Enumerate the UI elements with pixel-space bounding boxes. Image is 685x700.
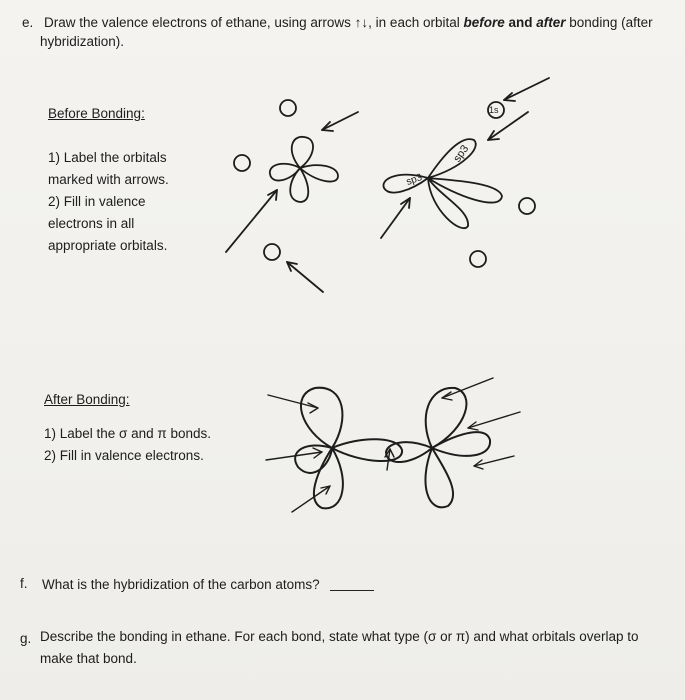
question-g-line2: make that bond.: [40, 651, 137, 666]
question-f-text: What is the hybridization of the carbon atoms?: [42, 577, 320, 592]
question-g-letter: g.: [20, 631, 32, 646]
before-word: before: [463, 15, 505, 30]
after-instruction-1: 1) Label the σ and π bonds.: [44, 426, 212, 441]
handwritten-labels: [405, 105, 499, 188]
question-f-answer-blank[interactable]: [330, 590, 374, 591]
sp3-label-lower: sp3: [404, 172, 424, 188]
sp3-label-upper: sp3: [451, 143, 472, 165]
question-g-line1: Describe the bonding in ethane. For each bond, state what type (σ or π) and what orbitals overlap to: [40, 629, 639, 644]
before-instruction-5: appropriate orbitals.: [48, 238, 168, 253]
right-carbon-orbitals: [383, 139, 502, 228]
question-e-text-b: , in each orbital: [368, 15, 464, 30]
after-instruction-2: 2) Fill in valence electrons.: [44, 448, 204, 463]
before-instruction-3: 2) Fill in valence: [48, 194, 146, 209]
before-bonding-heading: Before Bonding:: [48, 106, 145, 121]
after-bonding-diagram: [0, 360, 685, 540]
before-instruction-4: electrons in all: [48, 216, 135, 231]
left-carbon-orbitals: [270, 137, 338, 202]
before-bonding-diagram: [0, 0, 685, 300]
question-e-line2: hybridization).: [40, 34, 125, 49]
question-f-letter: f.: [20, 576, 28, 591]
question-e-text-a: Draw the valence electrons of ethane, using arrows: [44, 15, 355, 30]
and-word: and: [504, 15, 537, 30]
after-bonding-heading: After Bonding:: [44, 392, 130, 407]
1s-label: 1s: [489, 105, 499, 115]
before-instruction-2: marked with arrows.: [48, 172, 169, 187]
before-instruction-1: 1) Label the orbitals: [48, 150, 167, 165]
question-e-letter: e.: [22, 15, 34, 30]
question-e-text-c: bonding (after: [565, 15, 653, 30]
after-word: after: [536, 15, 566, 30]
updown-arrows-glyph: ↑↓: [354, 15, 369, 30]
